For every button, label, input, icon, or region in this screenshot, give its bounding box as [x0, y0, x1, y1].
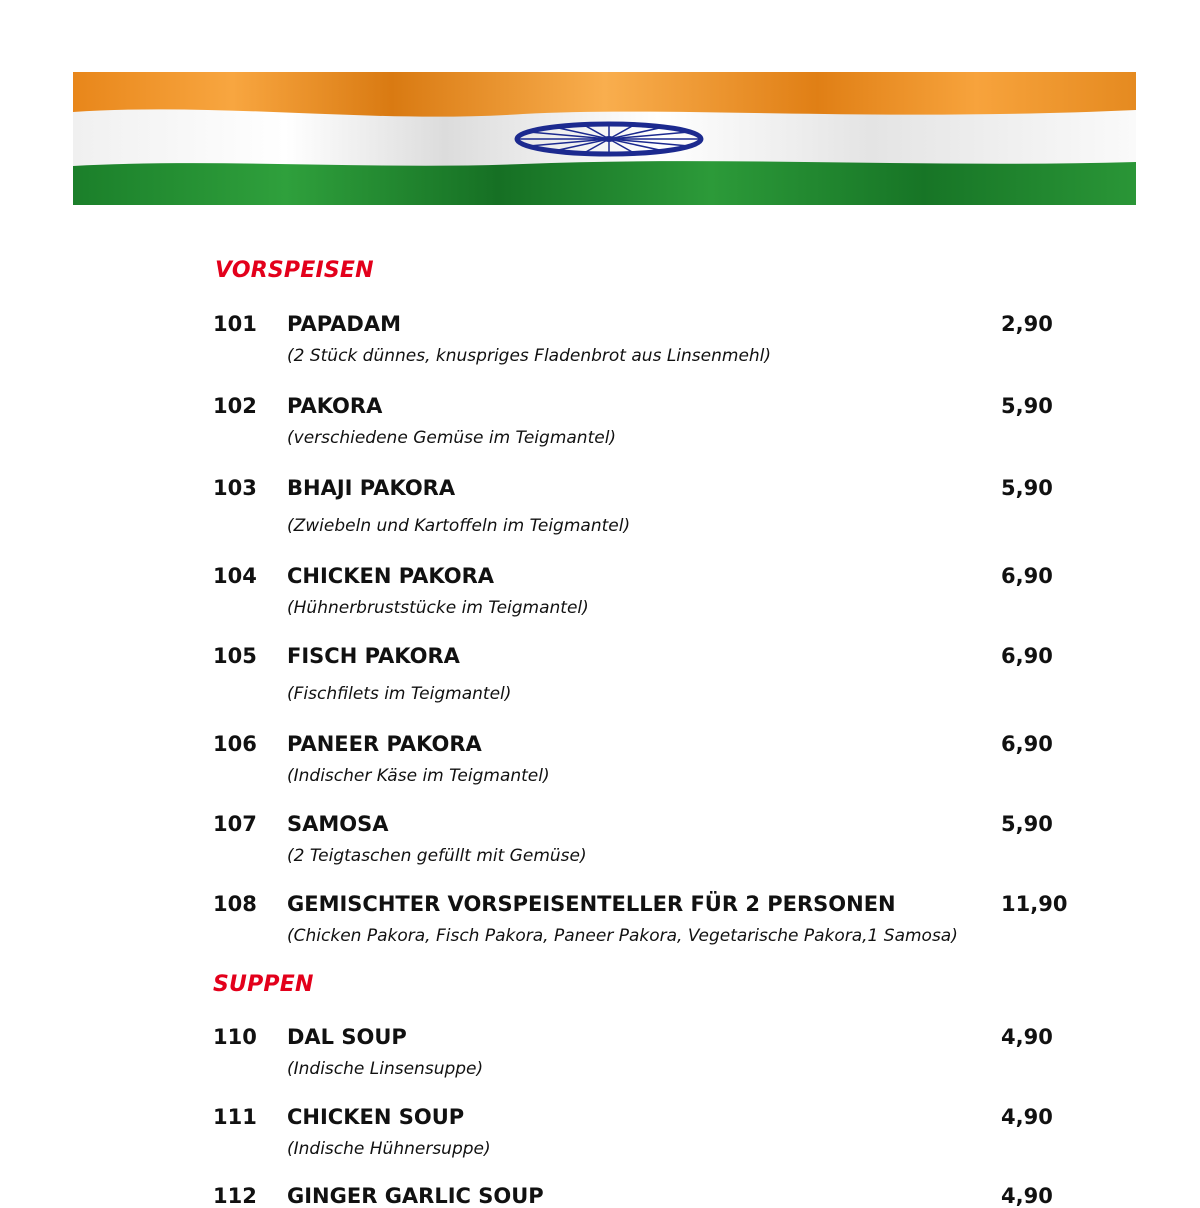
item-number: 107 [213, 812, 257, 836]
item-name: PAKORA [287, 394, 383, 418]
item-name: PAPADAM [287, 312, 402, 336]
item-description: (Indische Hühnersuppe) [287, 1139, 491, 1159]
item-number: 104 [213, 564, 257, 588]
section-title-suppen: SUPPEN [213, 972, 314, 997]
chakra-icon [517, 124, 701, 154]
item-name: BHAJI PAKORA [287, 476, 456, 500]
item-price: 5,90 [1001, 394, 1053, 418]
item-number: 105 [213, 644, 257, 668]
item-price: 5,90 [1001, 812, 1053, 836]
item-description: (Indischer Käse im Teigmantel) [287, 766, 550, 786]
item-price: 4,90 [1001, 1025, 1053, 1049]
item-price: 4,90 [1001, 1184, 1053, 1208]
item-description: (Fischfilets im Teigmantel) [287, 684, 512, 704]
item-name: DAL SOUP [287, 1025, 407, 1049]
item-number: 102 [213, 394, 257, 418]
item-name: GINGER GARLIC SOUP [287, 1184, 544, 1208]
item-price: 4,90 [1001, 1105, 1053, 1129]
item-name: CHICKEN PAKORA [287, 564, 495, 588]
item-price: 11,90 [1001, 892, 1068, 916]
item-description: (Indische Linsensuppe) [287, 1059, 484, 1079]
item-name: FISCH PAKORA [287, 644, 460, 668]
item-description: (Chicken Pakora, Fisch Pakora, Paneer Pakora, Vegetarische Pakora,1 Samosa) [287, 926, 958, 946]
item-description: (verschiedene Gemüse im Teigmantel) [287, 428, 617, 448]
india-flag-banner [73, 72, 1136, 205]
item-description: (Zwiebeln und Kartoffeln im Teigmantel) [287, 516, 631, 536]
item-number: 111 [213, 1105, 257, 1129]
item-name: PANEER PAKORA [287, 732, 482, 756]
item-number: 112 [213, 1184, 257, 1208]
item-number: 108 [213, 892, 257, 916]
item-price: 6,90 [1001, 564, 1053, 588]
item-price: 2,90 [1001, 312, 1053, 336]
item-price: 5,90 [1001, 476, 1053, 500]
item-number: 106 [213, 732, 257, 756]
item-description: (Hühnerbruststücke im Teigmantel) [287, 598, 589, 618]
flag-icon [73, 72, 1136, 205]
item-price: 6,90 [1001, 732, 1053, 756]
item-description: (2 Teigtaschen gefüllt mit Gemüse) [287, 846, 587, 866]
item-number: 103 [213, 476, 257, 500]
item-name: SAMOSA [287, 812, 389, 836]
item-number: 101 [213, 312, 257, 336]
item-number: 110 [213, 1025, 257, 1049]
item-price: 6,90 [1001, 644, 1053, 668]
section-title-vorspeisen: VORSPEISEN [215, 258, 374, 283]
item-name: CHICKEN SOUP [287, 1105, 465, 1129]
item-description: (2 Stück dünnes, knuspriges Fladenbrot aus Linsenmehl) [287, 346, 772, 366]
item-name: GEMISCHTER VORSPEISENTELLER FÜR 2 PERSONEN [287, 892, 896, 916]
